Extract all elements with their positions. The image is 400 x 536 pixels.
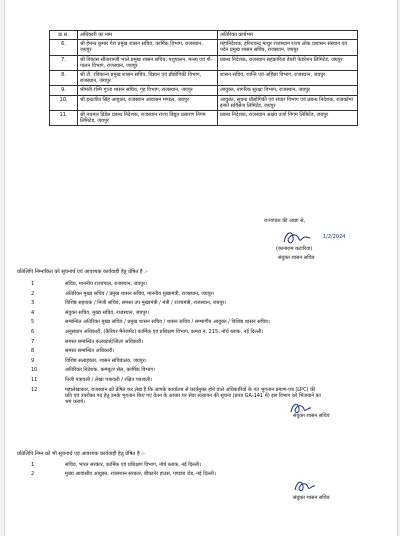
list-item-number: 2	[31, 471, 35, 478]
list-item-text: निजी पत्रावली / लेखा पत्रावली / रक्षित पत्रावली।	[65, 376, 153, 383]
header-sn: क्र.स.	[50, 31, 78, 40]
list-item	[23, 348, 383, 354]
row-additional-charge: प्रबन्ध निदेशक, राजस्थान सहकारिता डेयरी फेडरेशन लिमिटेड, जयपुर	[218, 55, 358, 70]
list-item	[23, 291, 383, 297]
list-item-number: 11	[31, 376, 38, 383]
row-officer-name: श्री नथमल डिडेल प्रबन्ध निदेशक, राजस्थान राज्य विद्युत प्रसारण निगम लिमिटेड, जयपुर	[78, 111, 218, 126]
list-item	[23, 319, 383, 325]
list-item	[23, 281, 383, 287]
list-item-number: 10	[31, 367, 38, 374]
list-item	[23, 471, 383, 477]
table-row	[50, 55, 358, 70]
list-item-text: सचिव, माननीय राज्यपाल, राजस्थान, जयपुर।	[65, 281, 147, 287]
signer-title: संयुक्त शासन सचिव	[278, 255, 315, 261]
row-sn: 11.	[50, 111, 78, 126]
list-item	[23, 300, 383, 306]
row-additional-charge: आयुक्त, नागरिक सुरक्षा विभाग, राजस्थान, जयपुर	[218, 86, 358, 95]
list-item-text: विशिष्ट सलाहकार, शासन सचिवालय, जयपुर।	[65, 357, 147, 364]
list-item	[23, 462, 383, 468]
copy-list-2	[23, 462, 383, 478]
copy-list-1	[23, 281, 383, 406]
list-item-number: 6	[31, 328, 35, 335]
list-item	[23, 387, 383, 406]
table-row	[50, 111, 358, 126]
list-item-text: महालेखाकार, राजस्थान को प्रेषित कर लेख है कि आपके कार्यालय से कार्यमुक्त होने वाले अधिकारियों के गत भुगतान प्रमाण-पत्र (LPC) की प्रति एवं उपरोक्त पद हेतु उनके भुगतान किए गए वेतन के आधार पर सेवा सत्यापन की सूचना (प्रपत्र GA-141 में) इस विभाग को भिजवाने का श्रम करावे।	[65, 386, 321, 406]
row-sn: 10.	[50, 95, 78, 110]
list-item-text: अतिरिक्त मुख्य सचिव / प्रमुख शासन सचिव, माननीय मुख्यमंत्री, राजस्थान, जयपुर।	[65, 290, 215, 297]
row-officer-name: श्री हेमन्त कुमार गेरा प्रमुख शासन सचिव, कार्मिक विभाग, राजस्थान, जयपुर	[78, 40, 218, 55]
list-item-text: समस्त सम्बन्धित कलक्टर्स/जिला अधिकारी।	[65, 338, 144, 345]
row-officer-name: श्री इन्द्रजीत सिंह आयुक्त, राजस्थान आवासन मण्डल, जयपुर	[78, 95, 218, 110]
list-item	[23, 377, 383, 383]
signature-date: 1/2/2024	[323, 234, 346, 240]
list-item-number: 5	[31, 319, 35, 326]
list-item	[23, 329, 383, 335]
signature-mark	[291, 478, 331, 494]
list-item-number: 8	[31, 348, 35, 355]
list-item	[23, 310, 383, 316]
list-item-number: 1	[31, 281, 35, 287]
list-item-text: अतिरिक्त निदेशक, कम्प्यूटर सेल, कार्मिक विभाग।	[65, 367, 155, 374]
table-row	[50, 86, 358, 95]
table-row	[50, 95, 358, 110]
row-sn: 6.	[50, 40, 78, 55]
row-officer-name: श्रीमती रश्मि गुप्ता शासन सचिव, गृह विभाग, राजस्थान, जयपुर	[78, 86, 218, 95]
row-additional-charge: शासन सचिव, शान्ति एवं अहिंसा विभाग, राजस्थान, जयपुर	[218, 71, 358, 86]
list-item-number: 4	[31, 309, 35, 316]
list-item-number: 2	[31, 290, 35, 297]
order-closing-line: राज्यपाल की आज्ञा से,	[264, 218, 306, 224]
list-item-text: संयुक्त सचिव, मुख्य सचिव, राजस्थान, जयपुर।	[65, 309, 150, 316]
copy-list-intro: प्रतिलिपि निम्नांकित को सूचनार्थ एवं आवश्यक कार्यवाही हेतु प्रेषित है :-	[17, 269, 148, 275]
list-item	[23, 358, 383, 364]
list-item-text: सचिव, भारत सरकार, कार्मिक एवं प्रशिक्षण विभाग, नॉर्थ ब्लाक, नई दिल्ली।	[65, 462, 201, 468]
list-item-text: विशिष्ठ सहायक / निजी सचिव, समस्त उप मुख्यमंत्री / मंत्री / राज्यमंत्री, राजस्थान, जयपुर।	[65, 300, 227, 307]
officer-charge-table	[49, 30, 358, 126]
list-item-number: 7	[31, 338, 35, 345]
list-item-text: अनुसंधान अधिकारी, (कैरियर मैनेजमेंट) कार्मिक एवं प्रशिक्षण विभाग, कमरा नं. 215, नॉर्थ ब्लाक, नई दिल्ली।	[65, 328, 264, 335]
row-additional-charge: महानिदेशक, हरिशचन्द्र माथुर राजस्थान राज्य लोक प्रशासन संस्थान एवं पदेन प्रमुख शासन सचिव, राजस्थान, जयपुर	[218, 40, 358, 55]
table-header-row	[50, 31, 358, 40]
copy-list-2-intro: प्रतिलिपि निम्न को भी सूचनार्थ एवं आवश्यक कार्यवाही हेतु प्रेषित है :-	[17, 451, 145, 457]
list-item-number: 1	[31, 462, 35, 468]
row-sn: 7.	[50, 55, 78, 70]
row-additional-charge: आयुक्त, सूचना प्रौद्योगिकी एवं संचार विभाग एवं प्रबन्ध निदेशक, राजकॉम्प इन्फो सर्विसेज लिमिटेड, जयपुर	[218, 95, 358, 110]
table-row	[50, 40, 358, 55]
header-officer-name: अधिकारी का नाम	[78, 31, 218, 40]
signer-title: संयुक्त शासन सचिव	[293, 413, 330, 419]
document-page	[4, 0, 398, 536]
signer-name: (कानाराम कटारिया)	[276, 246, 313, 252]
list-item-text: मुख्य आवासीय आयुक्त, राजस्थान सरकार, बीकानेर हाउस, पण्डारा रोड, नई दिल्ली।	[65, 471, 216, 478]
table-row	[50, 71, 358, 86]
list-item-number: 12	[31, 386, 38, 393]
header-additional-charge: अतिरिक्त कार्यभार	[218, 31, 358, 40]
list-item	[23, 339, 383, 345]
row-officer-name: श्री टी. रविकान्त प्रमुख शासन सचिव, विज्ञान एवं प्रौद्योगिकी विभाग, राजस्थान, जयपुर	[78, 71, 218, 86]
row-additional-charge: प्रबन्ध निदेशक, राजस्थान अक्षय उर्जा निगम लिमिटेड, जयपुर	[218, 111, 358, 126]
list-item-number: 9	[31, 357, 35, 364]
list-item-text: सम्बन्धित अतिरिक्त मुख्य सचिव / प्रमुख शासन सचिव / शासन सचिव / सम्भागीय आयुक्त / विशिष्ठ शासन सचिव।	[65, 319, 270, 326]
row-sn: 8.	[50, 71, 78, 86]
signer-title: संयुक्त शासन सचिव	[293, 495, 330, 501]
row-sn: 9.	[50, 86, 78, 95]
list-item-number: 3	[31, 300, 35, 307]
list-item	[23, 367, 383, 373]
list-item-text: समस्त सम्बन्धित अधिकारी।	[65, 348, 115, 355]
row-officer-name: श्री विकास सीताराम्जी भाले प्रमुख शासन सचिव, पशुपालन, मत्स्य एवं गौ-पालन विभाग, राजस्थान, जयपुर	[78, 55, 218, 70]
